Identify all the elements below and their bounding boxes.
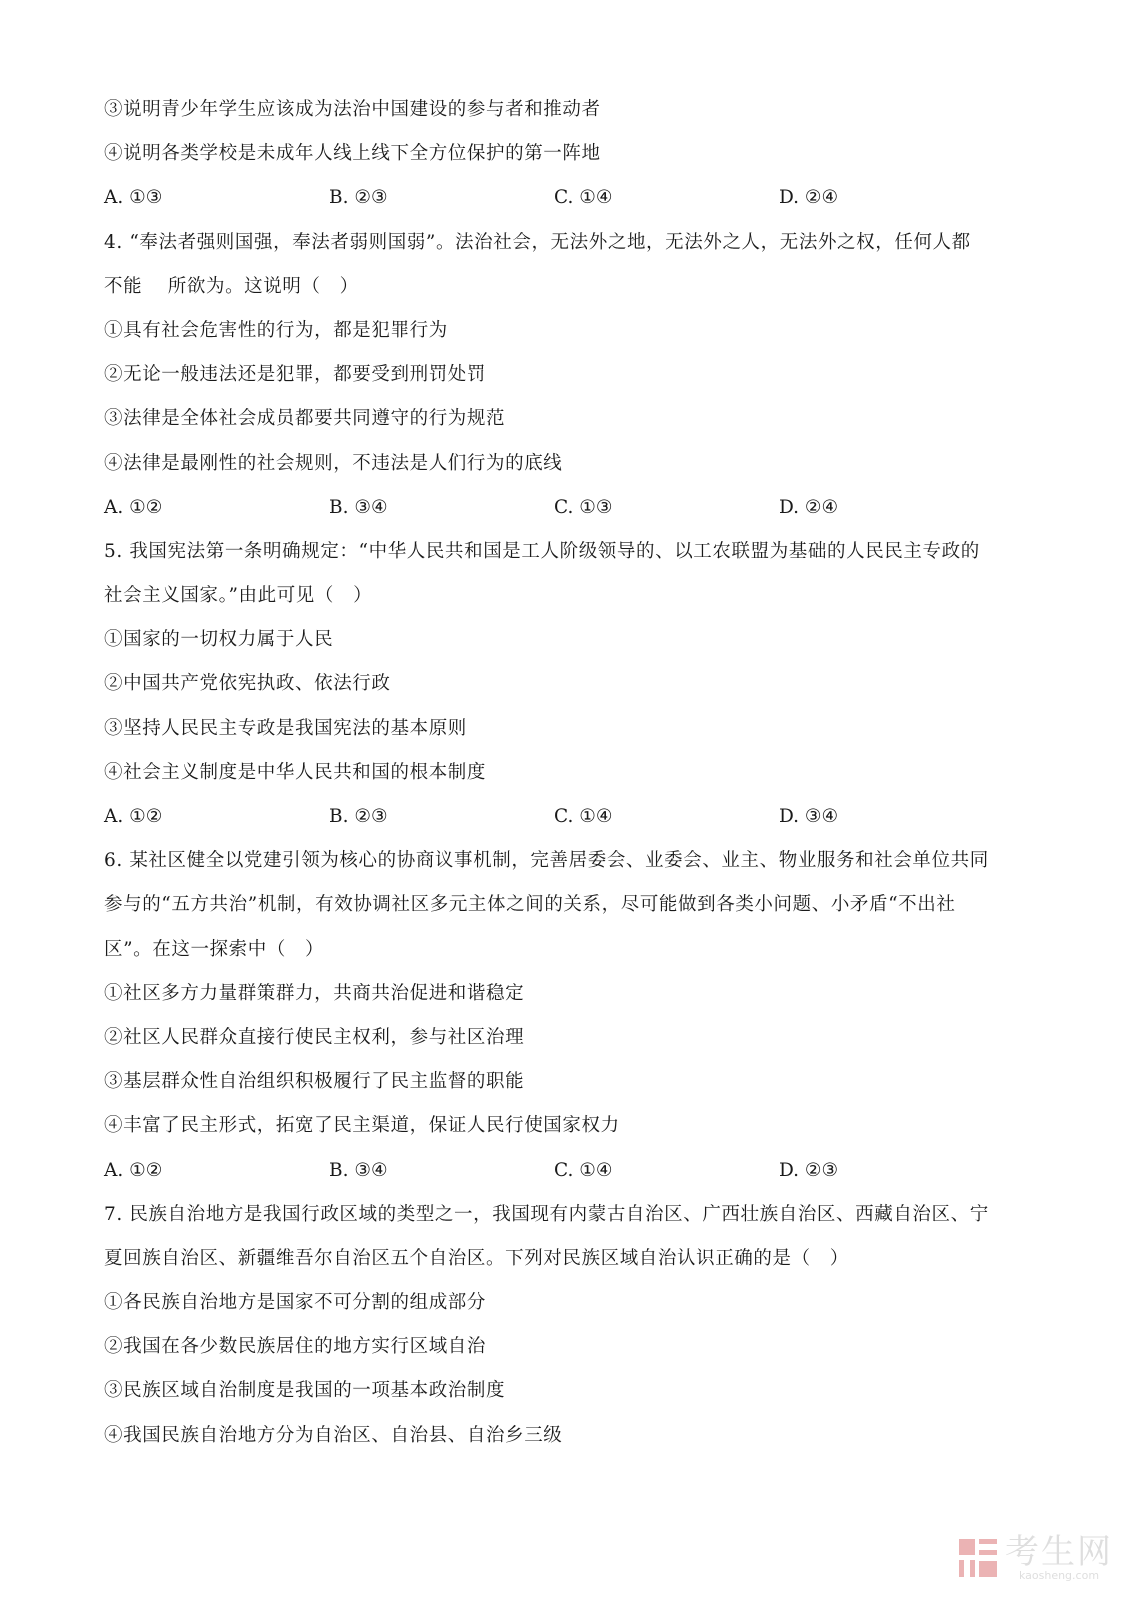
q5-item-4: ④社会主义制度是中华人民共和国的根本制度 bbox=[104, 761, 487, 783]
q6-options bbox=[104, 1149, 1044, 1193]
q7-item-4: ④我国民族自治地方分为自治区、自治县、自治乡三级 bbox=[104, 1424, 563, 1446]
q4-options bbox=[104, 486, 1044, 530]
watermark-url: kaosheng.com bbox=[1018, 1569, 1100, 1582]
watermark bbox=[959, 1534, 1113, 1582]
q4-item-3: ③法律是全体社会成员都要共同遵守的行为规范 bbox=[104, 408, 506, 430]
q3-option-c: C. ①④ bbox=[554, 187, 613, 209]
q5-stem-line-1: 5. 我国宪法第一条明确规定：“中华人民共和国是工人阶级领导的、以工农联盟为基础的人民民主专政的 bbox=[104, 540, 980, 562]
exam-page bbox=[104, 88, 1044, 1458]
q4-stem-line-2: 不能 所欲为。这说明（ ） bbox=[104, 275, 359, 297]
q5-options bbox=[104, 795, 1044, 839]
q4-item-2: ②无论一般违法还是犯罪，都要受到刑罚处罚 bbox=[104, 364, 487, 386]
q3-item-3: ③说明青少年学生应该成为法治中国建设的参与者和推动者 bbox=[104, 99, 601, 120]
q7-item-3: ③民族区域自治制度是我国的一项基本政治制度 bbox=[104, 1380, 506, 1402]
q5-item-1: ①国家的一切权力属于人民 bbox=[104, 629, 334, 651]
q5-stem-line-2: 社会主义国家。”由此可见（ ） bbox=[104, 585, 373, 607]
q4-option-b: B. ③④ bbox=[329, 496, 388, 518]
q5-option-c: C. ①④ bbox=[554, 806, 613, 827]
q6-option-c: C. ①④ bbox=[554, 1159, 613, 1181]
q5-option-a: A. ①② bbox=[104, 806, 163, 827]
q6-item-4: ④丰富了民主形式，拓宽了民主渠道，保证人民行使国家权力 bbox=[104, 1115, 620, 1137]
q3-option-a: A. ①③ bbox=[104, 187, 163, 209]
q6-item-2: ②社区人民群众直接行使民主权利，参与社区治理 bbox=[104, 1026, 525, 1048]
q4-option-a: A. ①② bbox=[104, 496, 163, 518]
q7-item-1: ①各民族自治地方是国家不可分割的组成部分 bbox=[104, 1292, 487, 1314]
q6-option-b: B. ③④ bbox=[329, 1159, 388, 1181]
q4-item-4: ④法律是最刚性的社会规则，不违法是人们行为的底线 bbox=[104, 452, 563, 474]
q3-option-d: D. ②④ bbox=[779, 187, 839, 209]
q6-item-1: ①社区多方力量群策群力，共商共治促进和谐稳定 bbox=[104, 982, 525, 1004]
q7-stem-line-1: 7. 民族自治地方是我国行政区域的类型之一，我国现有内蒙古自治区、广西壮族自治区、西藏自治区、宁 bbox=[104, 1203, 989, 1225]
q5-option-b: B. ②③ bbox=[329, 806, 388, 827]
kaosheng-logo-icon bbox=[959, 1539, 997, 1577]
q5-option-d: D. ③④ bbox=[779, 806, 839, 827]
q7-item-2: ②我国在各少数民族居住的地方实行区域自治 bbox=[104, 1336, 487, 1358]
q6-stem-line-2: 参与的“五方共治”机制，有效协调社区多元主体之间的关系，尽可能做到各类小问题、小矛盾“不出社 bbox=[104, 894, 956, 916]
watermark-name: 考生网 bbox=[1005, 1532, 1113, 1572]
q5-item-2: ②中国共产党依宪执政、依法行政 bbox=[104, 673, 391, 695]
q3-options bbox=[104, 176, 1044, 220]
q5-item-3: ③坚持人民民主专政是我国宪法的基本原则 bbox=[104, 717, 467, 739]
watermark-text bbox=[1005, 1534, 1113, 1582]
q4-stem-line-1: 4. “奉法者强则国强，奉法者弱则国弱”。法治社会，无法外之地，无法外之人，无法外之权，任何人都 bbox=[104, 231, 971, 253]
q6-option-a: A. ①② bbox=[104, 1159, 163, 1181]
q7-stem-line-2: 夏回族自治区、新疆维吾尔自治区五个自治区。下列对民族区域自治认识正确的是（ ） bbox=[104, 1247, 849, 1269]
q6-option-d: D. ②③ bbox=[779, 1159, 839, 1181]
q6-stem-line-1: 6. 某社区健全以党建引领为核心的协商议事机制，完善居委会、业委会、业主、物业服务和社会单位共同 bbox=[104, 850, 989, 872]
q4-option-d: D. ②④ bbox=[779, 496, 839, 518]
q6-item-3: ③基层群众性自治组织积极履行了民主监督的职能 bbox=[104, 1071, 525, 1093]
q6-stem-line-3: 区”。在这一探索中（ ） bbox=[104, 938, 325, 960]
q4-option-c: C. ①③ bbox=[554, 496, 613, 518]
q3-item-4: ④说明各类学校是未成年人线上线下全方位保护的第一阵地 bbox=[104, 143, 601, 165]
q3-option-b: B. ②③ bbox=[329, 187, 388, 209]
q4-item-1: ①具有社会危害性的行为，都是犯罪行为 bbox=[104, 319, 448, 341]
